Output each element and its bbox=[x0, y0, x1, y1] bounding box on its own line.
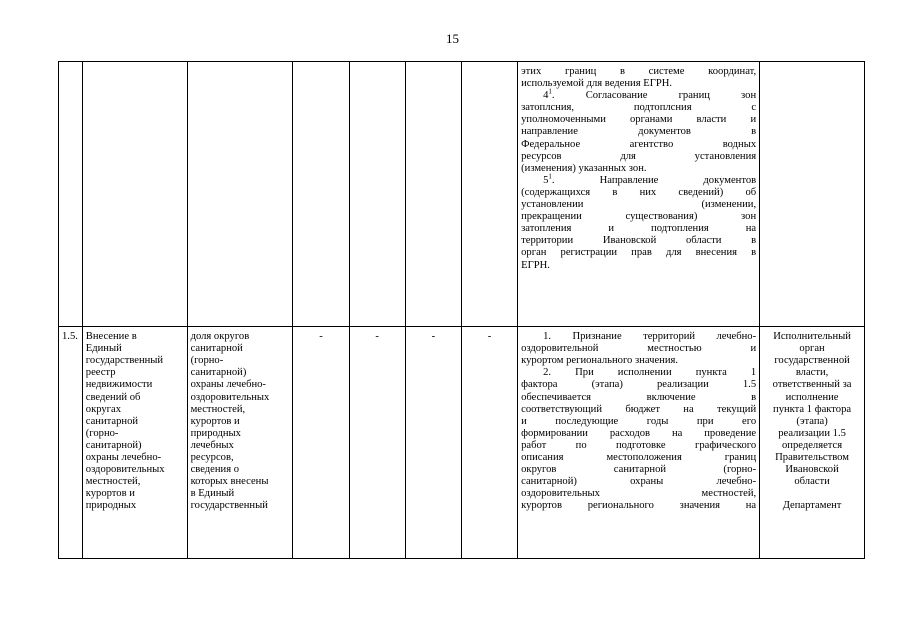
text-line: оздоровительной местностью и bbox=[521, 343, 757, 355]
text-line: охраны лечебно- bbox=[85, 452, 162, 463]
text-line: в Единый bbox=[190, 488, 235, 500]
text-line: (содержащихся в них сведений) об bbox=[521, 186, 757, 198]
text-line: затоплсния, подтоплсния с bbox=[521, 102, 757, 114]
page-number: 15 bbox=[446, 31, 459, 46]
text-line: обеспечивается включение в bbox=[521, 391, 757, 403]
text-line: сведений об bbox=[85, 391, 141, 403]
text-line: Внесение в bbox=[85, 331, 137, 343]
text-line: природных bbox=[85, 500, 137, 512]
text-line: ЕГРН. bbox=[521, 259, 550, 271]
text-line: Единый bbox=[85, 343, 122, 355]
item-superscript: 1 bbox=[548, 87, 552, 96]
text-line: описания местоположения границ bbox=[521, 452, 757, 463]
text-line: власти, bbox=[795, 367, 829, 379]
text-line: ответственный за bbox=[772, 379, 852, 391]
text-line: соответствующий бюджет на текущий bbox=[521, 403, 757, 415]
cell-responsible bbox=[760, 327, 865, 559]
text-line: охраны лечебно- bbox=[190, 379, 266, 391]
measures-table bbox=[58, 61, 865, 559]
text-line: природных bbox=[190, 427, 241, 439]
cell-measures bbox=[518, 327, 760, 559]
item-5-heading bbox=[521, 172, 757, 187]
text-line: оздоровительных bbox=[85, 464, 165, 476]
cell-measures bbox=[518, 62, 760, 327]
text-line: (этапа) bbox=[796, 415, 828, 427]
text-line: которых внесены bbox=[190, 476, 269, 488]
text-line: лечебных bbox=[190, 439, 234, 451]
text-line: государственный bbox=[190, 500, 268, 512]
text-line: оздоровительных bbox=[190, 391, 270, 403]
cell-value-1: - bbox=[293, 327, 349, 559]
text-line bbox=[763, 488, 861, 500]
cell-number bbox=[59, 62, 83, 327]
item-4-heading bbox=[521, 87, 757, 102]
text-line: орган bbox=[799, 343, 825, 355]
text-line: санитарной) охраны лечебно- bbox=[521, 476, 757, 488]
text-line: формировании расходов на проведение bbox=[521, 427, 757, 439]
text-line: Федеральное агентство водных bbox=[521, 138, 757, 150]
text-line: государственной bbox=[774, 355, 850, 367]
text-line: местностей, bbox=[85, 476, 141, 488]
item-number: 5 bbox=[543, 174, 549, 186]
text-line: Правительством bbox=[775, 452, 849, 463]
cell-name bbox=[82, 62, 187, 327]
table-row bbox=[59, 62, 865, 327]
cell-value-4 bbox=[461, 62, 517, 327]
text-line: прекращении существования) зон bbox=[521, 211, 757, 223]
text-line: . Согласование границ зон bbox=[551, 90, 757, 102]
text-line: местностей, bbox=[190, 403, 246, 415]
cell-value-3: - bbox=[405, 327, 461, 559]
text-line: ресурсов, bbox=[190, 452, 234, 463]
text-line: Департамент bbox=[782, 500, 842, 512]
text-line: фактора (этапа) реализации 1.5 bbox=[521, 379, 757, 391]
cell-value-1 bbox=[293, 62, 349, 327]
text-line: доля округов bbox=[190, 331, 250, 343]
text-line: области bbox=[794, 476, 830, 488]
text-line: санитарной) bbox=[85, 439, 142, 451]
cell-value-4: - bbox=[461, 327, 517, 559]
table-row bbox=[59, 327, 865, 559]
text-line: курортом регионального значения. bbox=[521, 355, 679, 367]
text-line: определяется bbox=[782, 439, 843, 451]
cell-value-2 bbox=[349, 62, 405, 327]
text-line: работ по подготовке графического bbox=[521, 439, 757, 451]
text-line: курортов и bbox=[85, 488, 135, 500]
text-line: (горно- bbox=[190, 355, 224, 367]
text-line: затопления и подтопления на bbox=[521, 223, 757, 235]
text-line: реализации 1.5 bbox=[778, 427, 846, 439]
text-line: оздоровительных местностей, bbox=[521, 488, 757, 500]
text-line: . Направление документов bbox=[551, 174, 757, 186]
text-line: орган регистрации прав для внесения в bbox=[521, 247, 757, 259]
text-line: округах bbox=[85, 403, 122, 415]
text-line: недвижимости bbox=[85, 379, 153, 391]
item-superscript: 1 bbox=[548, 172, 552, 181]
text-line: и последующие годы при его bbox=[521, 415, 757, 427]
cell-value-2: - bbox=[349, 327, 405, 559]
text-line: 1. Признание территорий лечебно- bbox=[543, 331, 757, 343]
text-line: сведения о bbox=[190, 464, 240, 476]
cell-responsible bbox=[760, 62, 865, 327]
text-line: установлении (изменении, bbox=[521, 199, 757, 211]
text-line: курортов и bbox=[190, 415, 240, 427]
text-line: 2. При исполнении пункта 1 bbox=[543, 367, 757, 379]
text-line: (изменения) указанных зон. bbox=[521, 162, 647, 174]
text-line: (горно- bbox=[85, 427, 119, 439]
text-line: Исполнительный bbox=[773, 331, 851, 343]
cell-number bbox=[59, 327, 83, 559]
text-line: округов санитарной (горно- bbox=[521, 464, 757, 476]
text-line: уполномоченными органами власти и bbox=[521, 114, 757, 126]
text-line: санитарной) bbox=[190, 367, 247, 379]
text-line: исполнение bbox=[785, 391, 839, 403]
text-line: санитарной bbox=[85, 415, 139, 427]
cell-indicator bbox=[187, 62, 293, 327]
text-line: реестр bbox=[85, 367, 116, 379]
cell-value-3 bbox=[405, 62, 461, 327]
text-line: этих границ в системе координат, bbox=[521, 66, 757, 77]
item-number: 4 bbox=[543, 90, 549, 102]
text-line: курортов регионального значения на bbox=[521, 500, 757, 512]
text-line: направление документов в bbox=[521, 126, 757, 138]
text-line: государственный bbox=[85, 355, 164, 367]
text-line: ресурсов для установления bbox=[521, 150, 757, 162]
text-line: пункта 1 фактора bbox=[773, 403, 852, 415]
text-line: Ивановской bbox=[785, 464, 839, 476]
cell-indicator bbox=[187, 327, 293, 559]
text-line: территории Ивановской области в bbox=[521, 235, 757, 247]
text-line: санитарной bbox=[190, 343, 243, 355]
cell-name bbox=[82, 327, 187, 559]
text-line: используемой для ведения ЕГРН. bbox=[521, 78, 673, 90]
row-number: 1.5. bbox=[62, 331, 78, 343]
